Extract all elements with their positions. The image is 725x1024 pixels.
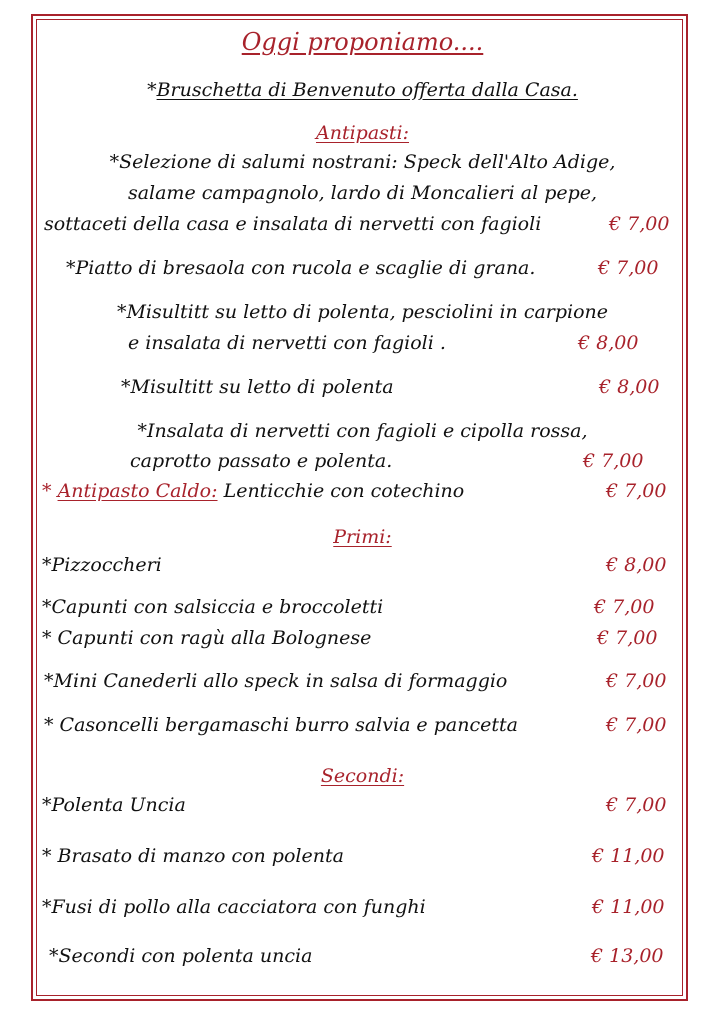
- menu-title: Oggi proponiamo....: [241, 28, 484, 56]
- primo-5-price: € 7,00: [606, 714, 667, 736]
- primo-3-price: € 7,00: [597, 627, 658, 649]
- antipasto-3-line-1: *Misultitt su letto di polenta, pesciolini in carpione: [116, 301, 609, 323]
- secondo-1-name: *Polenta Uncia: [42, 794, 186, 816]
- antipasto-3-line-2: e insalata di nervetti con fagioli .: [128, 332, 446, 354]
- antipasto-caldo-prefix: *: [42, 480, 52, 502]
- primo-4-price: € 7,00: [606, 670, 667, 692]
- primo-2-name: *Capunti con salsiccia e broccoletti: [42, 596, 384, 618]
- antipasto-1-line-2: salame campagnolo, lardo di Moncalieri al pepe,: [127, 182, 598, 204]
- welcome-prefix: *: [147, 79, 157, 101]
- antipasto-5-line-2: caprotto passato e polenta.: [130, 450, 393, 472]
- antipasto-1-price: € 7,00: [609, 213, 670, 235]
- secondo-4-name: *Secondi con polenta uncia: [49, 945, 313, 967]
- primo-1-price: € 8,00: [606, 554, 667, 576]
- primo-5-name: * Casoncelli bergamaschi burro salvia e pancetta: [44, 714, 518, 736]
- secondo-3-name: *Fusi di pollo alla cacciatora con funghi: [42, 896, 426, 918]
- antipasto-5-line-1: *Insalata di nervetti con fagioli e cipolla rossa,: [137, 420, 588, 442]
- primo-1-name: *Pizzoccheri: [42, 554, 162, 576]
- primo-4-name: *Mini Canederli allo speck in salsa di formaggio: [44, 670, 508, 692]
- section-heading-secondi: Secondi:: [320, 765, 405, 787]
- secondo-2-price: € 11,00: [592, 845, 665, 867]
- antipasto-caldo-text: Lenticchie con cotechino: [223, 480, 465, 502]
- welcome-line: [0, 78, 725, 102]
- section-heading-primi: Primi:: [333, 526, 392, 548]
- antipasto-5-price: € 7,00: [583, 450, 644, 472]
- primo-3-name: * Capunti con ragù alla Bolognese: [42, 627, 372, 649]
- antipasto-4-price: € 8,00: [599, 376, 660, 398]
- primo-2-price: € 7,00: [594, 596, 655, 618]
- secondo-4-price: € 13,00: [591, 945, 664, 967]
- section-heading-antipasti: Antipasti:: [315, 122, 410, 144]
- antipasto-3-price: € 8,00: [578, 332, 639, 354]
- antipasto-caldo-label: Antipasto Caldo:: [57, 480, 218, 502]
- welcome-text: Bruschetta di Benvenuto offerta dalla Casa.: [156, 79, 578, 101]
- antipasto-caldo: [42, 479, 464, 503]
- antipasto-4-line-1: *Misultitt su letto di polenta: [121, 376, 394, 398]
- antipasto-2-price: € 7,00: [598, 257, 659, 279]
- secondo-3-price: € 11,00: [592, 896, 665, 918]
- antipasto-caldo-price: € 7,00: [606, 480, 667, 502]
- secondo-2-name: * Brasato di manzo con polenta: [42, 845, 344, 867]
- secondo-1-price: € 7,00: [606, 794, 667, 816]
- antipasto-1-line-1: *Selezione di salumi nostrani: Speck dell'Alto Adige,: [109, 151, 616, 173]
- antipasto-2-line-1: *Piatto di bresaola con rucola e scaglie di grana.: [66, 257, 536, 279]
- antipasto-1-line-3: sottaceti della casa e insalata di nervetti con fagioli: [44, 213, 542, 235]
